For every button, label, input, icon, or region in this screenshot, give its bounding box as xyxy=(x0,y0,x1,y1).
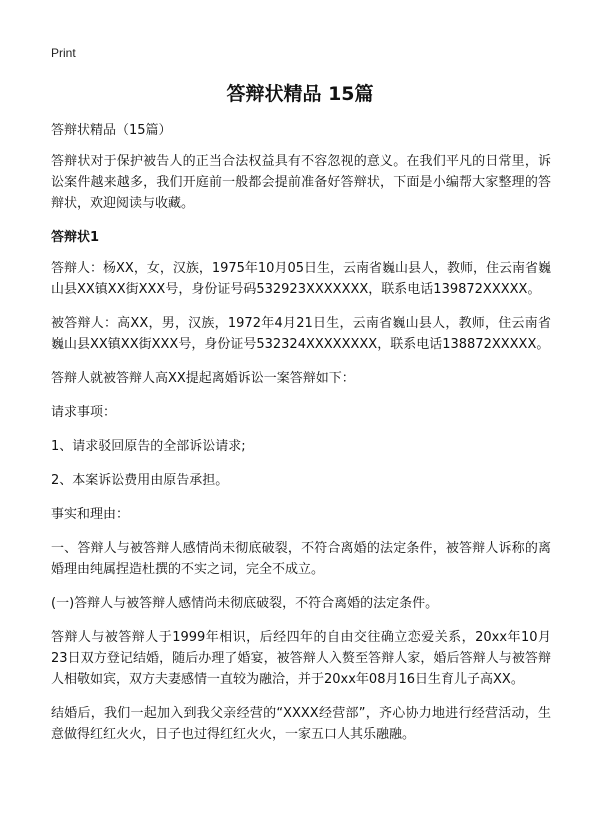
request-item: 1、请求驳回原告的全部诉讼请求; xyxy=(51,439,246,454)
background-paragraph: 结婚后，我们一起加入到我父亲经营的“XXXX经营部”，齐心协力地进行经营活动，生意做得红红火火，日子也过得红红火火，一家五口人其乐融融。 xyxy=(51,706,551,742)
document-subtitle: 答辩状精品（15篇） xyxy=(51,123,172,138)
argument-subheading: (一)答辩人与被答辩人感情尚未彻底破裂，不符合离婚的法定条件。 xyxy=(51,596,439,611)
facts-heading: 事实和理由： xyxy=(51,507,130,522)
print-label: Print xyxy=(51,46,76,60)
argument-paragraph: 一、答辩人与被答辩人感情尚未彻底破裂，不符合离婚的法定条件，被答辩人诉称的离婚理由纯属捏造杜撰的不实之词，完全不成立。 xyxy=(51,541,551,577)
request-item: 2、本案诉讼费用由原告承担。 xyxy=(51,473,229,488)
plaintiff-paragraph: 被答辩人：高XX，男，汉族，1972年4月21日生，云南省巍山县人，教师，住云南省巍山县XX镇XX街XXX号，身份证号532324XXXXXXXX，联系电话138872XXXXX。 xyxy=(51,316,551,352)
background-paragraph: 答辩人与被答辩人于1999年相识，后经四年的自由交往确立恋爱关系，20xx年10月23日双方登记结婚，随后办理了婚宴，被答辩人入赘至答辩人家，婚后答辩人与被答辩人相敬如宾，双方夫妻感情一直较为融洽，并于20xx年08月16日生育儿子高XX。 xyxy=(51,630,551,687)
statement-paragraph: 答辩人就被答辩人高XX提起离婚诉讼一案答辩如下： xyxy=(51,371,355,386)
section-heading: 答辩状1 xyxy=(51,230,100,245)
intro-paragraph: 答辩状对于保护被告人的正当合法权益具有不容忽视的意义。在我们平凡的日常里，诉讼案件越来越多，我们开庭前一般都会提前准备好答辩状，下面是小编帮大家整理的答辩状，欢迎阅读与收藏。 xyxy=(51,154,551,211)
requests-heading: 请求事项： xyxy=(51,405,117,420)
document-body xyxy=(51,120,551,758)
respondent-paragraph: 答辩人：杨XX，女，汉族，1975年10月05日生，云南省巍山县人，教师，住云南省巍山县XX镇XX街XXX号，身份证号码532923XXXXXXX，联系电话139872XXXXX。 xyxy=(51,261,551,297)
page-title: 答辩状精品 15篇 xyxy=(226,83,374,105)
